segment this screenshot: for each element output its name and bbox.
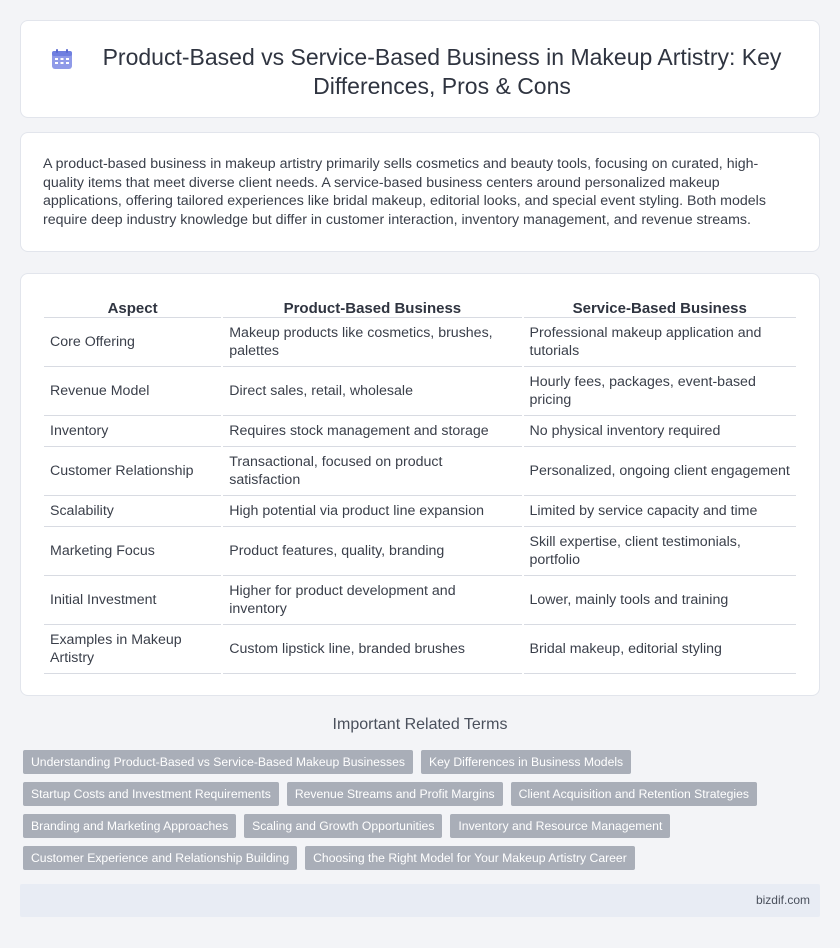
related-term-tag[interactable]: Inventory and Resource Management bbox=[450, 814, 670, 838]
table-row bbox=[44, 447, 796, 496]
intro-paragraph: A product-based business in makeup artistry primarily sells cosmetics and beauty tools, focusing on curated, high-quality items that meet diverse client needs. A service-based business centers around personalized makeup applications, offering tailored experiences like bridal makeup, editorial looks, and special event styling. Both models require deep industry knowledge but differ in customer interaction, inventory management, and revenue streams. bbox=[43, 156, 766, 228]
related-term-tag[interactable]: Startup Costs and Investment Requirements bbox=[23, 782, 279, 806]
table-cell: Direct sales, retail, wholesale bbox=[223, 367, 521, 416]
table-cell: Core Offering bbox=[44, 318, 221, 367]
related-term-tag[interactable]: Choosing the Right Model for Your Makeup Artistry Career bbox=[305, 846, 635, 870]
title-card bbox=[20, 20, 820, 118]
table-cell: Transactional, focused on product satisfaction bbox=[223, 447, 521, 496]
table-cell: Inventory bbox=[44, 416, 221, 447]
related-terms-heading: Important Related Terms bbox=[332, 716, 508, 733]
table-row bbox=[44, 496, 796, 527]
table-cell: Marketing Focus bbox=[44, 527, 221, 576]
comparison-table-card bbox=[20, 273, 820, 696]
related-term-tag[interactable]: Branding and Marketing Approaches bbox=[23, 814, 236, 838]
footer-brand: bizdif.com bbox=[755, 893, 810, 907]
table-cell: Custom lipstick line, branded brushes bbox=[223, 625, 521, 674]
related-term-tag[interactable]: Revenue Streams and Profit Margins bbox=[287, 782, 503, 806]
table-cell: Bridal makeup, editorial styling bbox=[524, 625, 797, 674]
related-term-tag[interactable]: Client Acquisition and Retention Strategies bbox=[511, 782, 757, 806]
column-header-service: Service-Based Business bbox=[524, 296, 797, 318]
table-cell: Requires stock management and storage bbox=[223, 416, 521, 447]
column-header-aspect: Aspect bbox=[44, 296, 221, 318]
comparison-table bbox=[42, 296, 798, 674]
table-cell: Professional makeup application and tutorials bbox=[524, 318, 797, 367]
table-cell: High potential via product line expansion bbox=[223, 496, 521, 527]
related-term-tag[interactable]: Scaling and Growth Opportunities bbox=[244, 814, 442, 838]
table-header-row bbox=[44, 296, 796, 318]
table-row bbox=[44, 625, 796, 674]
table-cell: Makeup products like cosmetics, brushes, palettes bbox=[223, 318, 521, 367]
related-term-tag[interactable]: Understanding Product-Based vs Service-Based Makeup Businesses bbox=[23, 750, 413, 774]
tag-row bbox=[23, 846, 823, 870]
table-cell: Limited by service capacity and time bbox=[524, 496, 797, 527]
table-row bbox=[44, 318, 796, 367]
table-cell: Customer Relationship bbox=[44, 447, 221, 496]
table-cell: Product features, quality, branding bbox=[223, 527, 521, 576]
table-cell: Hourly fees, packages, event-based pricing bbox=[524, 367, 797, 416]
table-cell: Higher for product development and inventory bbox=[223, 576, 521, 625]
column-header-product: Product-Based Business bbox=[223, 296, 521, 318]
table-row bbox=[44, 416, 796, 447]
table-cell: Personalized, ongoing client engagement bbox=[524, 447, 797, 496]
table-cell: Skill expertise, client testimonials, portfolio bbox=[524, 527, 797, 576]
table-row bbox=[44, 367, 796, 416]
table-cell: Lower, mainly tools and training bbox=[524, 576, 797, 625]
page-title: Product-Based vs Service-Based Business in Makeup Artistry: Key Differences, Pros & Cons bbox=[102, 44, 782, 99]
related-term-tag[interactable]: Key Differences in Business Models bbox=[421, 750, 631, 774]
table-cell: Examples in Makeup Artistry bbox=[44, 625, 221, 674]
table-cell: Revenue Model bbox=[44, 367, 221, 416]
related-term-tag[interactable]: Customer Experience and Relationship Building bbox=[23, 846, 297, 870]
table-cell: Initial Investment bbox=[44, 576, 221, 625]
table-row bbox=[44, 576, 796, 625]
table-cell: Scalability bbox=[44, 496, 221, 527]
footer-bar bbox=[20, 884, 820, 917]
tag-row bbox=[23, 750, 823, 774]
table-cell: No physical inventory required bbox=[524, 416, 797, 447]
intro-card bbox=[20, 132, 820, 252]
related-terms-list bbox=[23, 750, 823, 878]
tag-row bbox=[23, 782, 823, 806]
tag-row bbox=[23, 814, 823, 838]
table-row bbox=[44, 527, 796, 576]
